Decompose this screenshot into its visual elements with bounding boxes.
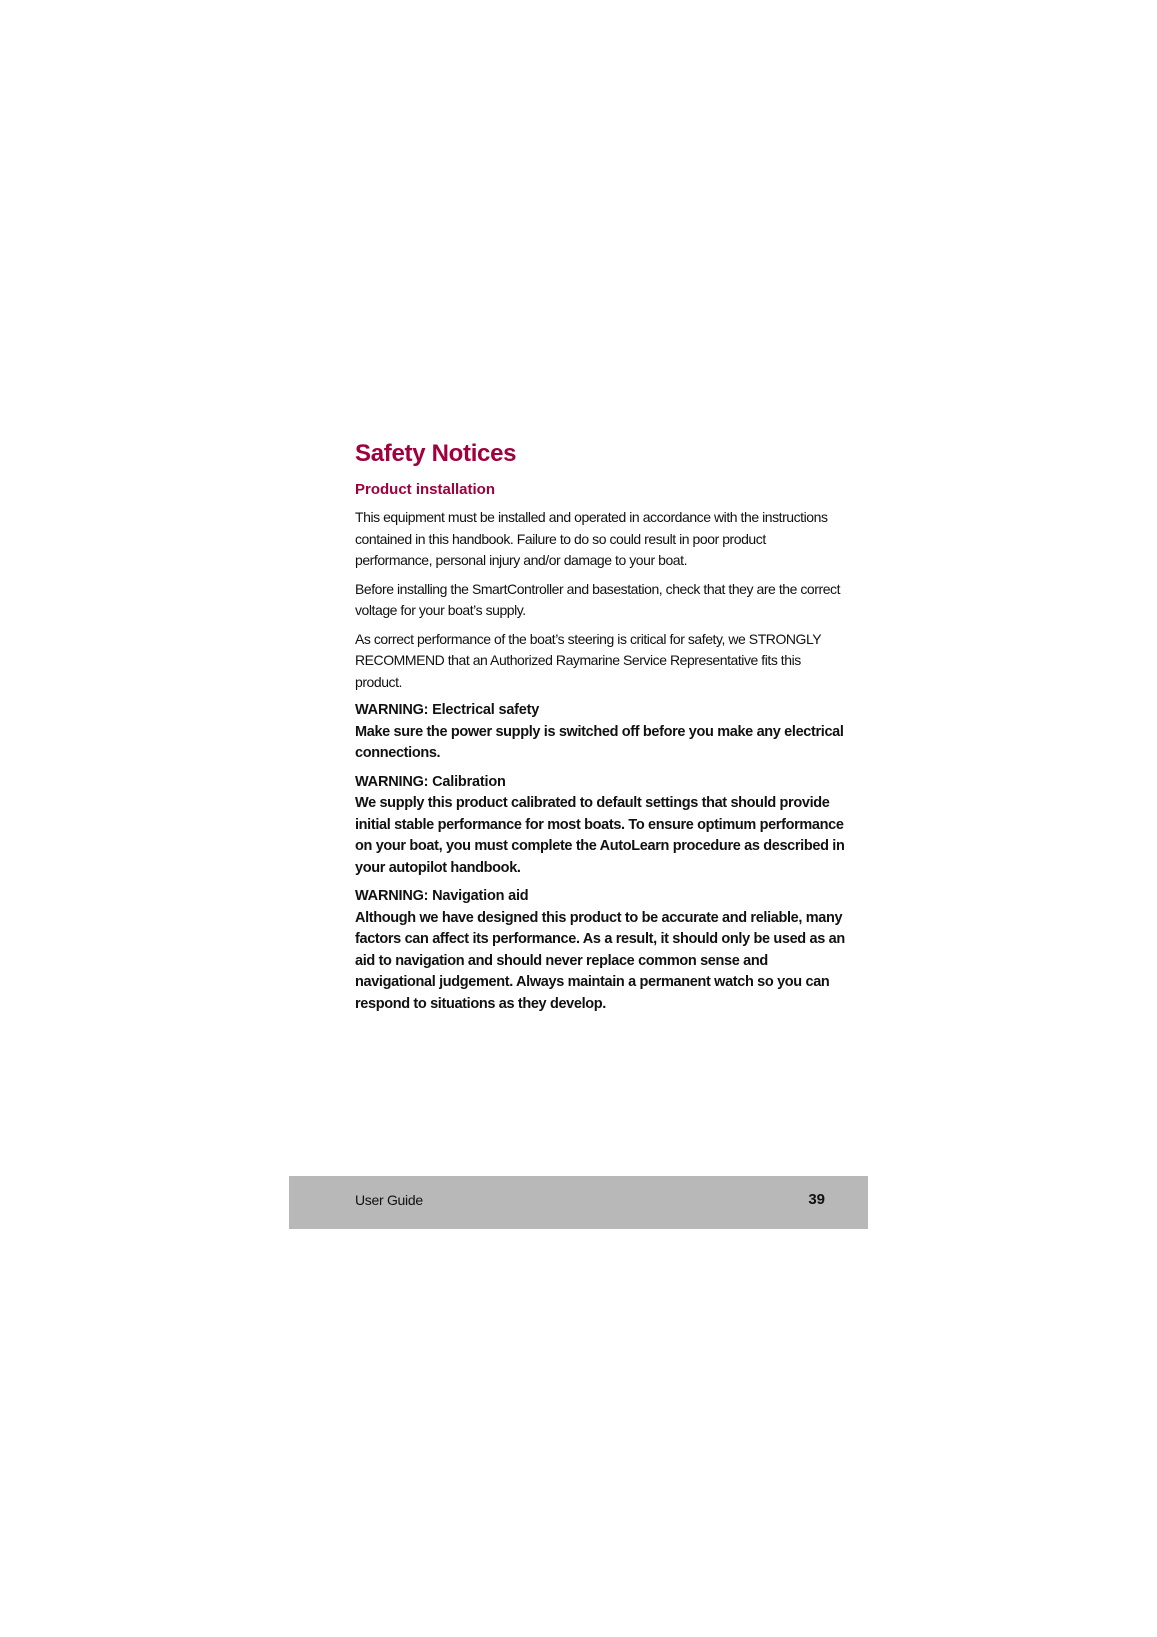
warning-body: Although we have designed this product to be accurate and reliable, many factors can affect its performance. As a result, it should only be used as an aid to navigation and should never replace common sense and navigational judgement. Always maintain a permanent watch so you can respond to situations as they develop. <box>355 909 845 1012</box>
footer-label: User Guide <box>355 1192 423 1208</box>
warning-title: WARNING: Electrical safety <box>355 702 540 718</box>
warning-calibration <box>355 772 845 880</box>
warning-body: Make sure the power supply is switched off before you make any electrical connections. <box>355 723 844 761</box>
page-content <box>355 440 845 1022</box>
warning-title: WARNING: Calibration <box>355 773 506 790</box>
page-title: Safety Notices <box>355 440 517 467</box>
warning-body: We supply this product calibrated to default settings that should provide initial stable performance for most boats. To ensure optimum performance on your boat, you must complete the AutoLearn procedure as described in your autopilot handbook. <box>355 795 845 876</box>
page-number: 39 <box>808 1191 825 1208</box>
section-heading-product-installation: Product installation <box>355 481 496 498</box>
warning-electrical-safety <box>355 700 845 765</box>
page-footer <box>289 1176 868 1229</box>
warning-title: WARNING: Navigation aid <box>355 888 529 904</box>
paragraph-service-recommendation: As correct performance of the boat’s steering is critical for safety, we STRONGLY RECOMMEND that an Authorized Raymarine Service Representative fits this product. <box>355 630 821 690</box>
paragraph-installation-instructions: This equipment must be installed and operated in accordance with the instructions contained in this handbook. Failure to do so could result in poor product performance, personal injury and/or damage to your boat. <box>355 509 828 568</box>
warning-navigation-aid <box>355 886 845 1015</box>
paragraph-voltage-check: Before installing the SmartController and basestation, check that they are the correct voltage for your boat’s supply. <box>355 580 841 618</box>
